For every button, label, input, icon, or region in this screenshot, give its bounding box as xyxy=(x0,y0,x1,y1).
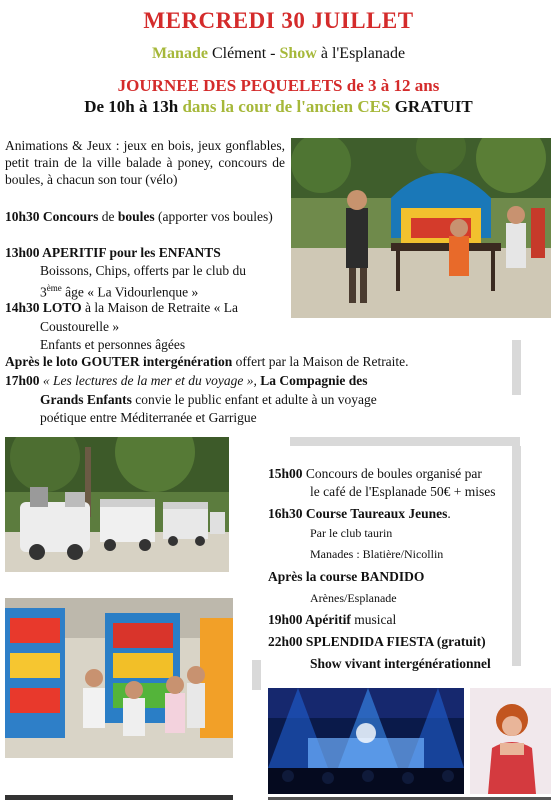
p1-title: Concours xyxy=(39,209,102,224)
p3-title: LOTO xyxy=(39,300,82,315)
dancer-image xyxy=(470,688,551,794)
manades: Manades : Blatière/Nicollin xyxy=(310,547,444,561)
aperitif-line1: Boissons, Chips, offerts par le club du xyxy=(40,263,246,278)
p1-rest: (apporter vos boules) xyxy=(154,209,273,224)
p4-rest: offert par la Maison de Retraite. xyxy=(232,354,409,369)
r5-b: 22h00 SPLENDIDA FIESTA xyxy=(268,634,434,649)
aperitif-enfants: 13h00 APERITIF pour les ENFANTS xyxy=(5,245,221,260)
p5-rest: convie le public enfant et adulte à un voyage xyxy=(131,392,377,407)
lectures-line2 xyxy=(40,391,377,408)
aperitif-musical xyxy=(268,611,396,628)
show-vivant: Show vivant intergénérationnel xyxy=(310,656,491,671)
boules-morning xyxy=(5,208,287,225)
r2-b: 16h30 Course Taureaux Jeunes xyxy=(268,506,448,521)
lectures xyxy=(5,372,367,389)
p5-b: La Compagnie des xyxy=(260,373,368,388)
splendida-fiesta xyxy=(268,633,486,650)
gouter xyxy=(5,353,409,370)
p1-mid: de xyxy=(101,209,118,224)
divider-horizontal xyxy=(290,437,520,446)
p5-italic: « Les lectures de la mer et du voyage », xyxy=(39,373,261,388)
photo-jeux xyxy=(5,598,233,758)
r4-time: 19h00 Apéritif xyxy=(268,612,351,627)
petit-train-image xyxy=(5,437,229,572)
p1-time: 10h30 xyxy=(5,209,40,224)
hours-line xyxy=(0,97,557,117)
aperitif-line2 xyxy=(40,280,198,301)
manade-rest: Clément - xyxy=(207,45,280,62)
manade-word: Manade xyxy=(151,45,208,62)
p3-time: 14h30 xyxy=(5,300,40,315)
boules-afternoon xyxy=(268,465,482,482)
sup-num: 3 xyxy=(40,284,47,300)
show-word: Show xyxy=(279,45,317,62)
photo-petit-train xyxy=(5,437,229,572)
club-taurin: Par le club taurin xyxy=(310,526,393,540)
boules-afternoon-line2: le café de l'Esplanade 50€ + mises xyxy=(310,484,496,499)
bandido: Après la course BANDIDO xyxy=(268,569,425,584)
pequelets-title: JOURNEE DES PEQUELETS de 3 à 12 ans xyxy=(117,76,440,95)
manade-line xyxy=(0,45,557,63)
show-rest: à l'Esplanade xyxy=(316,45,406,62)
bottom-strip-left xyxy=(5,795,233,800)
loto xyxy=(5,299,290,316)
p5-time: 17h00 xyxy=(5,373,40,388)
divider-right-top xyxy=(512,340,521,395)
r4-rest: musical xyxy=(350,612,397,627)
p4-b: Après le loto GOUTER intergénération xyxy=(5,354,233,369)
photo-concert xyxy=(268,688,464,794)
sup-ordinal: ème xyxy=(46,283,62,293)
course-taureaux xyxy=(268,505,451,522)
r2-dot: . xyxy=(447,506,451,521)
free: GRATUIT xyxy=(394,97,473,116)
r1-time: 15h00 xyxy=(268,466,303,481)
date-title: MERCREDI 30 JUILLET xyxy=(143,8,414,33)
p1-bold: boules xyxy=(117,209,155,224)
vidourlenque: âge « La Vidourlenque » xyxy=(61,284,199,300)
lectures-line3: poétique entre Méditerranée et Garrigue xyxy=(40,410,257,425)
photo-bouncy-castle xyxy=(291,138,551,318)
jeux-image xyxy=(5,598,233,758)
p3-rest: à la Maison de Retraite « La xyxy=(81,300,238,315)
arenes: Arènes/Esplanade xyxy=(310,591,397,605)
bouncy-castle-image xyxy=(291,138,551,318)
r5-rest: (gratuit) xyxy=(433,634,486,649)
divider-right-vertical xyxy=(512,446,521,666)
intro-text: Animations & Jeux : jeux en bois, jeux gonflables, petit train de la ville balade à poney, concours de boules, à chacun son tour (vélo) xyxy=(5,138,285,187)
loto-line3: Enfants et personnes âgées xyxy=(40,337,186,352)
divider-right-bottom xyxy=(252,660,261,690)
loto-line2: Coustourelle » xyxy=(40,319,120,334)
concert-image xyxy=(268,688,464,794)
hours: De 10h à 13h xyxy=(84,97,179,116)
r1-text: Concours de boules organisé par xyxy=(302,466,482,481)
place: dans la cour de l'ancien CES xyxy=(178,97,395,116)
p5-b2: Grands Enfants xyxy=(40,392,132,407)
photo-dancer xyxy=(470,688,551,794)
